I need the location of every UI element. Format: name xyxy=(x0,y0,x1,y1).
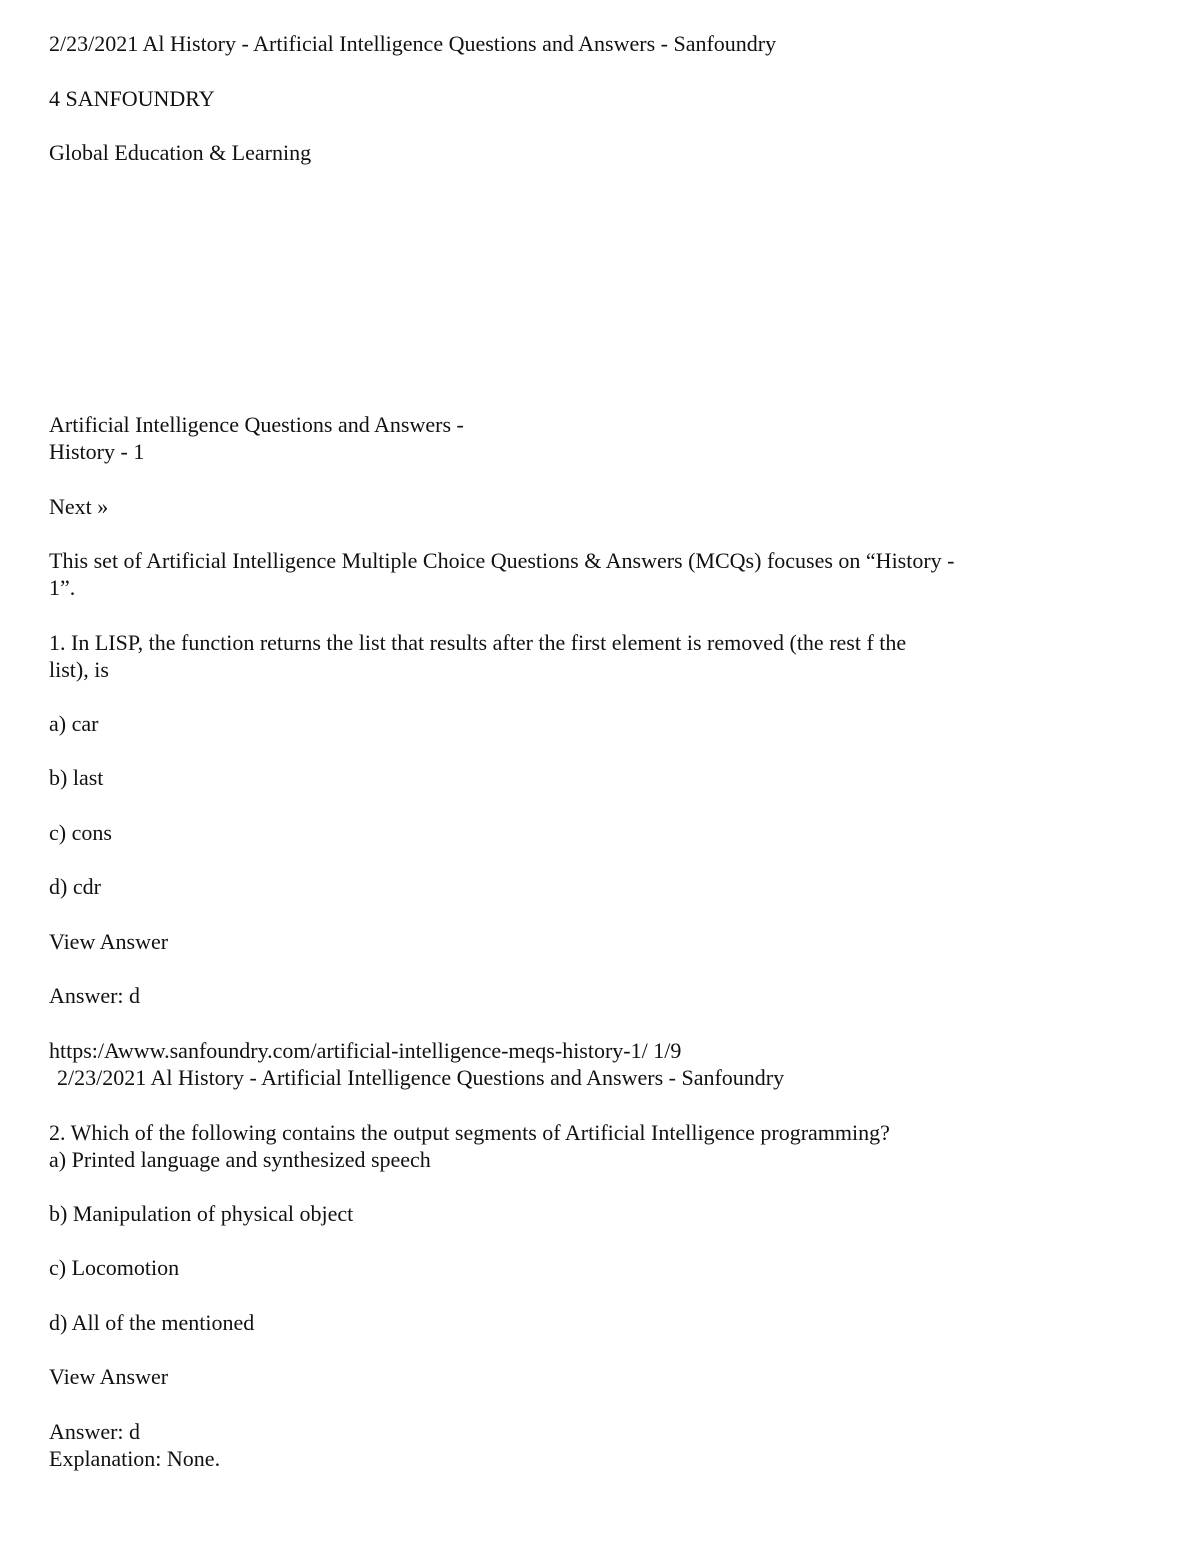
q1-option-b: b) last xyxy=(49,765,104,790)
q2-option-d: d) All of the mentioned xyxy=(49,1310,255,1335)
q1-option-d: d) cdr xyxy=(49,874,101,899)
q1-option-c: c) cons xyxy=(49,820,112,845)
article-title-line-1: Artificial Intelligence Questions and Answers - xyxy=(49,412,464,437)
intro-text-line-2: 1”. xyxy=(49,575,76,600)
q2-view-answer-button[interactable]: View Answer xyxy=(49,1364,169,1389)
q1-view-answer-button[interactable]: View Answer xyxy=(49,929,169,954)
question-1-line-1: 1. In LISP, the function returns the list that results after the first element is removed (the rest f the xyxy=(49,630,907,655)
q2-explanation: Explanation: None. xyxy=(49,1446,221,1471)
site-tagline: Global Education & Learning xyxy=(49,140,312,165)
intro-text-line-1: This set of Artificial Intelligence Multiple Choice Questions & Answers (MCQs) focuses on “History - xyxy=(49,548,955,573)
next-link[interactable]: Next » xyxy=(49,494,109,519)
q2-option-b: b) Manipulation of physical object xyxy=(49,1201,354,1226)
site-brand: 4 SANFOUNDRY xyxy=(49,86,215,111)
question-2: 2. Which of the following contains the output segments of Artificial Intelligence programming? xyxy=(49,1120,890,1145)
question-1-line-2: list), is xyxy=(49,657,109,682)
page-footer-url: https:/Awww.sanfoundry.com/artificial-intelligence-meqs-history-1/ 1/9 xyxy=(49,1038,682,1063)
article-title-line-2: History - 1 xyxy=(49,439,145,464)
page-header: 2/23/2021 Al History - Artificial Intelligence Questions and Answers - Sanfoundry xyxy=(49,31,777,56)
q2-option-a: a) Printed language and synthesized speech xyxy=(49,1147,431,1172)
q2-option-c: c) Locomotion xyxy=(49,1255,180,1280)
q1-option-a: a) car xyxy=(49,711,99,736)
q1-answer: Answer: d xyxy=(49,983,141,1008)
page-2-header: 2/23/2021 Al History - Artificial Intelligence Questions and Answers - Sanfoundry xyxy=(57,1065,785,1090)
q2-answer: Answer: d xyxy=(49,1419,141,1444)
